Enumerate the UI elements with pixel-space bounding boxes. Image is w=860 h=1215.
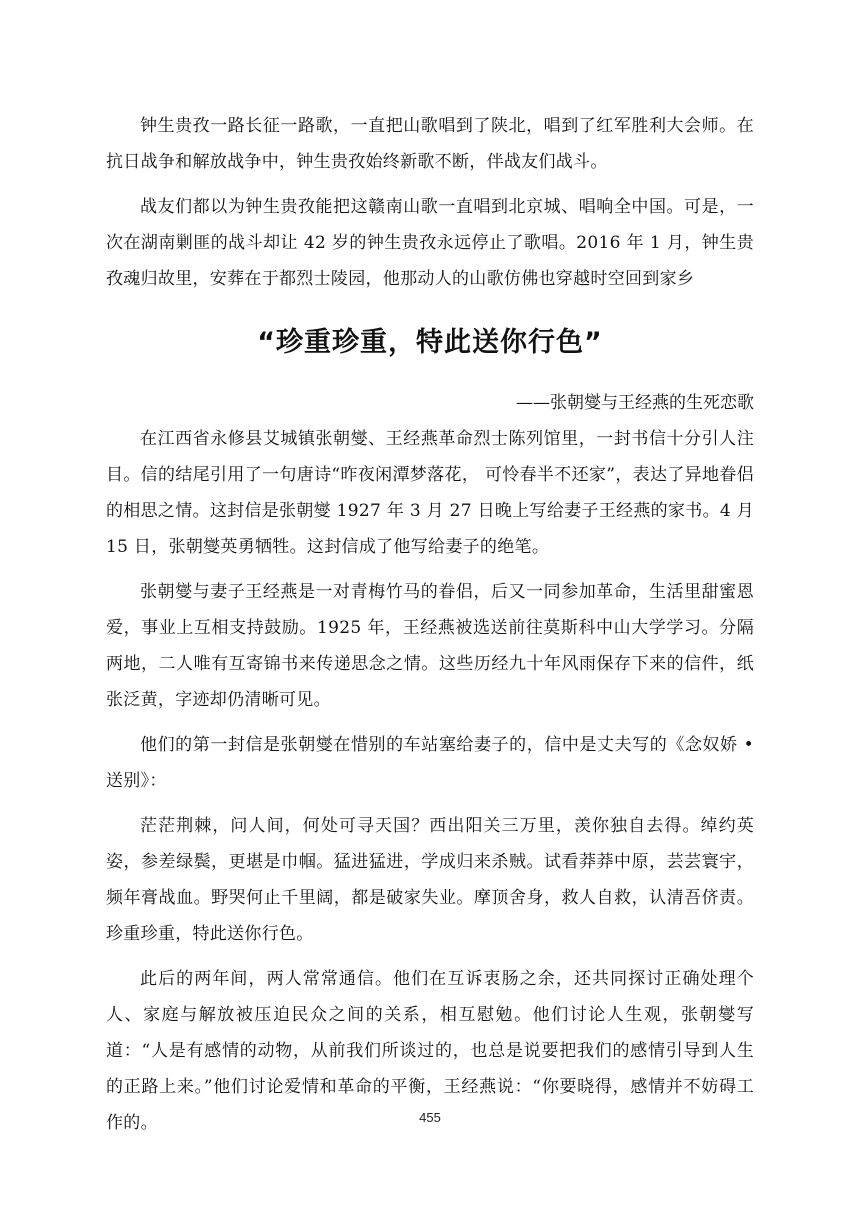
paragraph-zhong-sacrifice: 战友们都以为钟生贵孜能把这赣南山歌一直唱到北京城、唱响全中国。可是，一次在湖南剿匪的战斗却让 42 岁的钟生贵孜永远停止了歌唱。2016 年 1 月，钟生贵孜魂归故里，安葬在于都烈士陵园，他那动人的山歌仿佛也穿越时空回到家乡: [106, 197, 754, 289]
paragraph-long-march-songs: 钟生贵孜一路长征一路歌，一直把山歌唱到了陕北，唱到了红军胜利大会师。在抗日战争和解放战争中，钟生贵孜始终新歌不断，伴战友们战斗。: [106, 116, 754, 172]
poem-nian-nu-jiao: 茫茫荆棘，问人间，何处可寻天国？西出阳关三万里，羡你独自去得。绰约英姿，参差绿鬓，更堪是巾帼。猛进猛进，学成归来杀贼。试看莽莽中原，芸芸寰宇，频年膏战血。野哭何止千里阔，都是破家失业。摩顶舍身，救人自救，认清吾侪责。珍重珍重，特此送你行色。: [106, 816, 754, 944]
paragraph-first-letter: 他们的第一封信是张朝燮在惜别的车站塞给妻子的，信中是丈夫写的《念奴娇 •送别》：: [106, 735, 754, 791]
document-body: [106, 108, 754, 1150]
section-title: “珍重珍重，特此送你行色”: [257, 327, 603, 358]
paragraph-letter-exhibit: 在江西省永修县艾城镇张朝燮、王经燕革命烈士陈列馆里，一封书信十分引人注目。信的结尾引用了一句唐诗“昨夜闲潭梦落花， 可怜春半不还家”，表达了异地眷侣的相思之情。这封信是张朝燮 1927 年 3 月 27 日晚上写给妻子王经燕的家书。4 月 15 日，张朝燮英勇牺牲。这封信成了他写给妻子的绝笔。: [106, 429, 754, 557]
page-number: 455: [419, 1110, 441, 1125]
paragraph-correspondence: 此后的两年间，两人常常通信。他们在互诉衷肠之余，还共同探讨正确处理个人、家庭与解放被压迫民众之间的关系，相互慰勉。他们讨论人生观，张朝燮写道：“人是有感情的动物，从前我们所谈过的，也总是说要把我们的感情引导到人生的正路上来。”他们讨论爱情和革命的平衡，王经燕说：“你要晓得，感情并不妨碍工作的。: [106, 969, 754, 1133]
paragraph-couple-background: 张朝燮与妻子王经燕是一对青梅竹马的眷侣，后又一同参加革命，生活里甜蜜恩爱，事业上互相支持鼓励。1925 年，王经燕被选送前往莫斯科中山大学学习。分隔两地，二人唯有互寄锦书来传递思念之情。这些历经九十年风雨保存下来的信件，纸张泛黄，字迹却仍清晰可见。: [106, 582, 754, 710]
section-subtitle: ——张朝燮与王经燕的生死恋歌: [516, 393, 754, 413]
